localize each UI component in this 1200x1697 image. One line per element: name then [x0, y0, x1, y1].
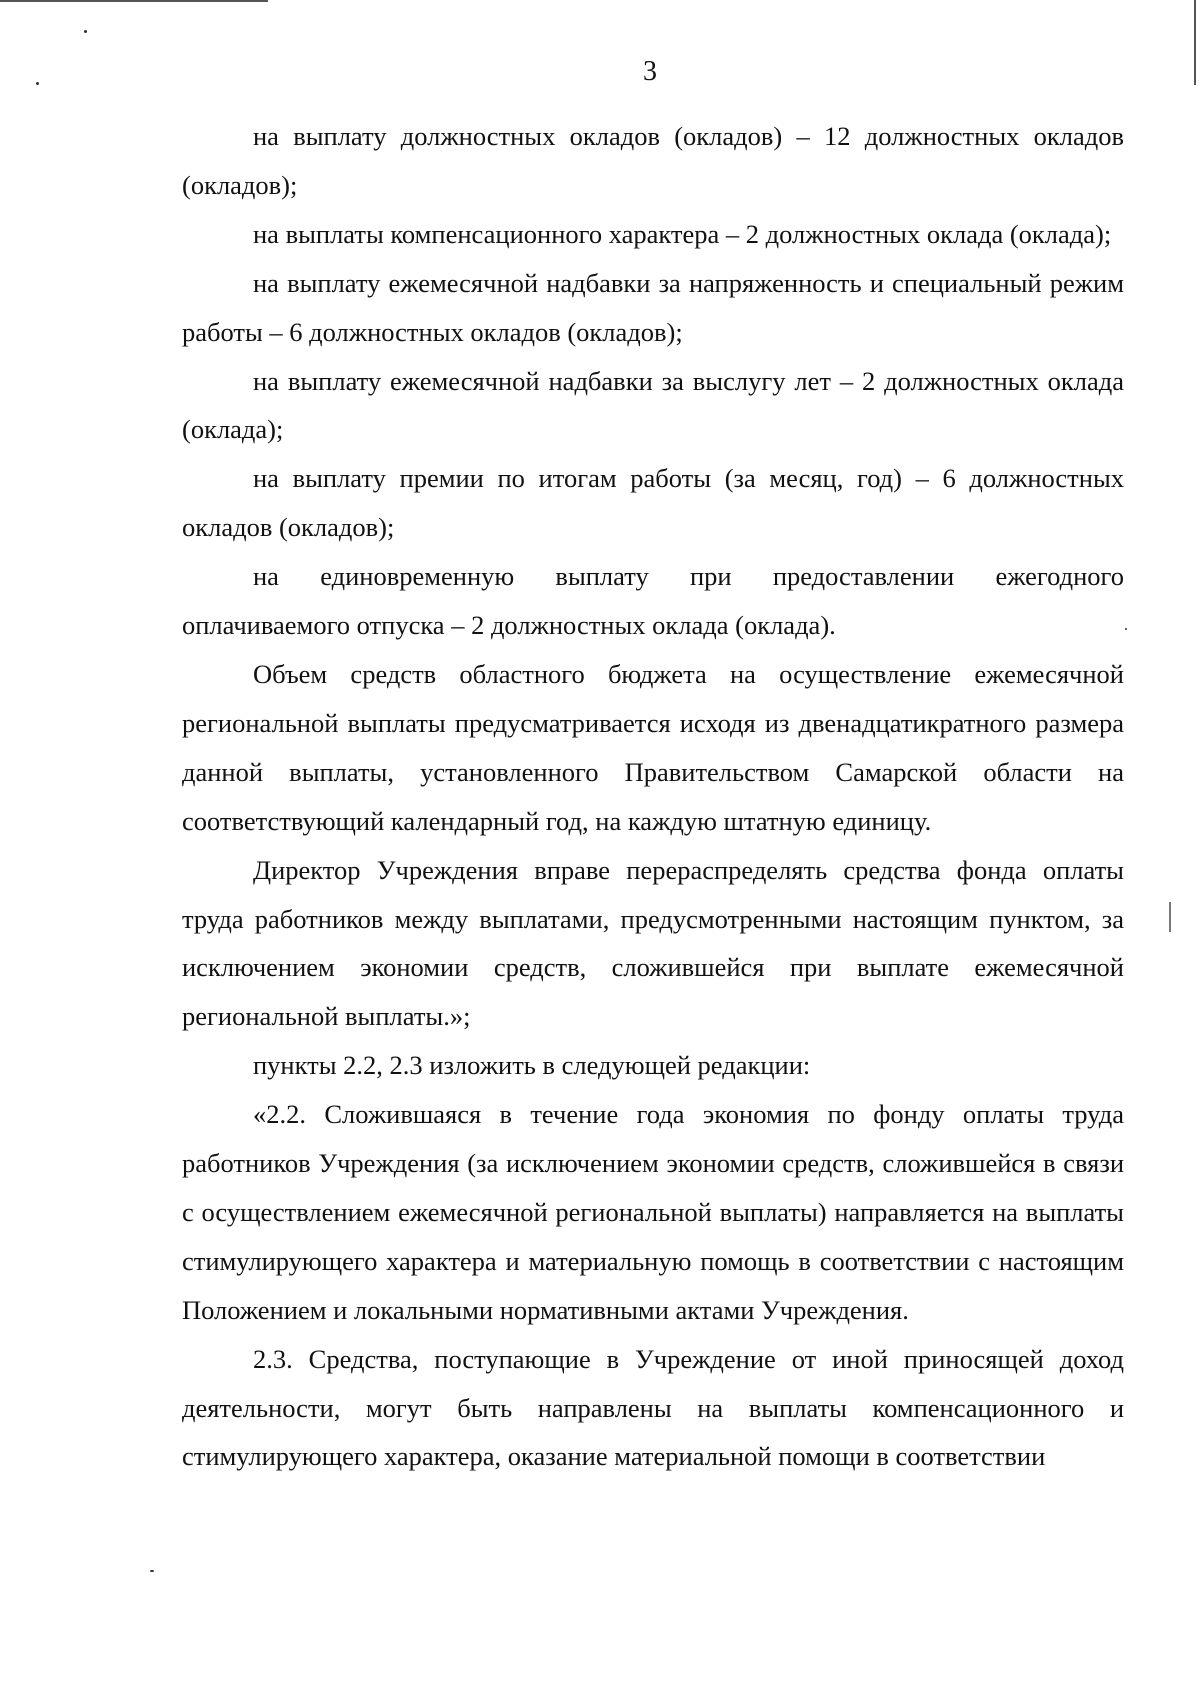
scan-speck — [1125, 628, 1127, 630]
scan-speck — [150, 1570, 154, 1572]
document-body — [182, 112, 1124, 1481]
paragraph: Директор Учреждения вправе перераспределять средства фонда оплаты труда работников между выплатами, предусмотренными настоящим пунктом, за исключением экономии средств, сложившейся при выплате ежемесячной региональной выплаты.»; — [182, 854, 1124, 1032]
scan-edge-top — [0, 0, 268, 2]
paragraph: Объем средств областного бюджета на осуществление ежемесячной региональной выплаты предусматривается исходя из двенадцатикратного размера данной выплаты, установленного Правительством Самарской области на соответствующий календарный год, на каждую штатную единицу. — [182, 658, 1124, 836]
paragraph: на выплату должностных окладов (окладов) – 12 должностных окладов (окладов); — [182, 121, 1124, 200]
paragraph: на выплату премии по итогам работы (за месяц, год) – 6 должностных окладов (окладов); — [182, 463, 1124, 543]
paragraph: на выплаты компенсационного характера – 2 должностных оклада (оклада); — [253, 218, 1112, 249]
scan-speck — [84, 30, 87, 33]
paragraph: на единовременную выплату при предоставлении ежегодного оплачиваемого отпуска – 2 должностных оклада (оклада). — [182, 561, 1124, 641]
paragraph: 2.3. Средства, поступающие в Учреждение от иной приносящей доход деятельности, могут быть направлены на выплаты компенсационного и стимулирующего характера, оказание материальной помощи в соответствии — [182, 1343, 1124, 1472]
paragraph: «2.2. Сложившаяся в течение года экономия по фонду оплаты труда работников Учреждения (за исключением экономии средств, сложившейся в связи с осуществлением ежемесячной региональной выплаты) направляется на выплаты стимулирующего характера и материальную помощь в соответствии с настоящим Положением и локальными нормативными актами Учреждения. — [182, 1099, 1124, 1325]
page-number: 3 — [643, 56, 657, 87]
paragraph: на выплату ежемесячной надбавки за выслугу лет – 2 должностных оклада (оклада); — [182, 365, 1124, 445]
scan-mark — [1169, 902, 1171, 932]
paragraph: на выплату ежемесячной надбавки за напряженность и специальный режим работы – 6 должностных окладов (окладов); — [182, 267, 1124, 347]
paragraph: пункты 2.2, 2.3 изложить в следующей редакции: — [253, 1050, 811, 1081]
